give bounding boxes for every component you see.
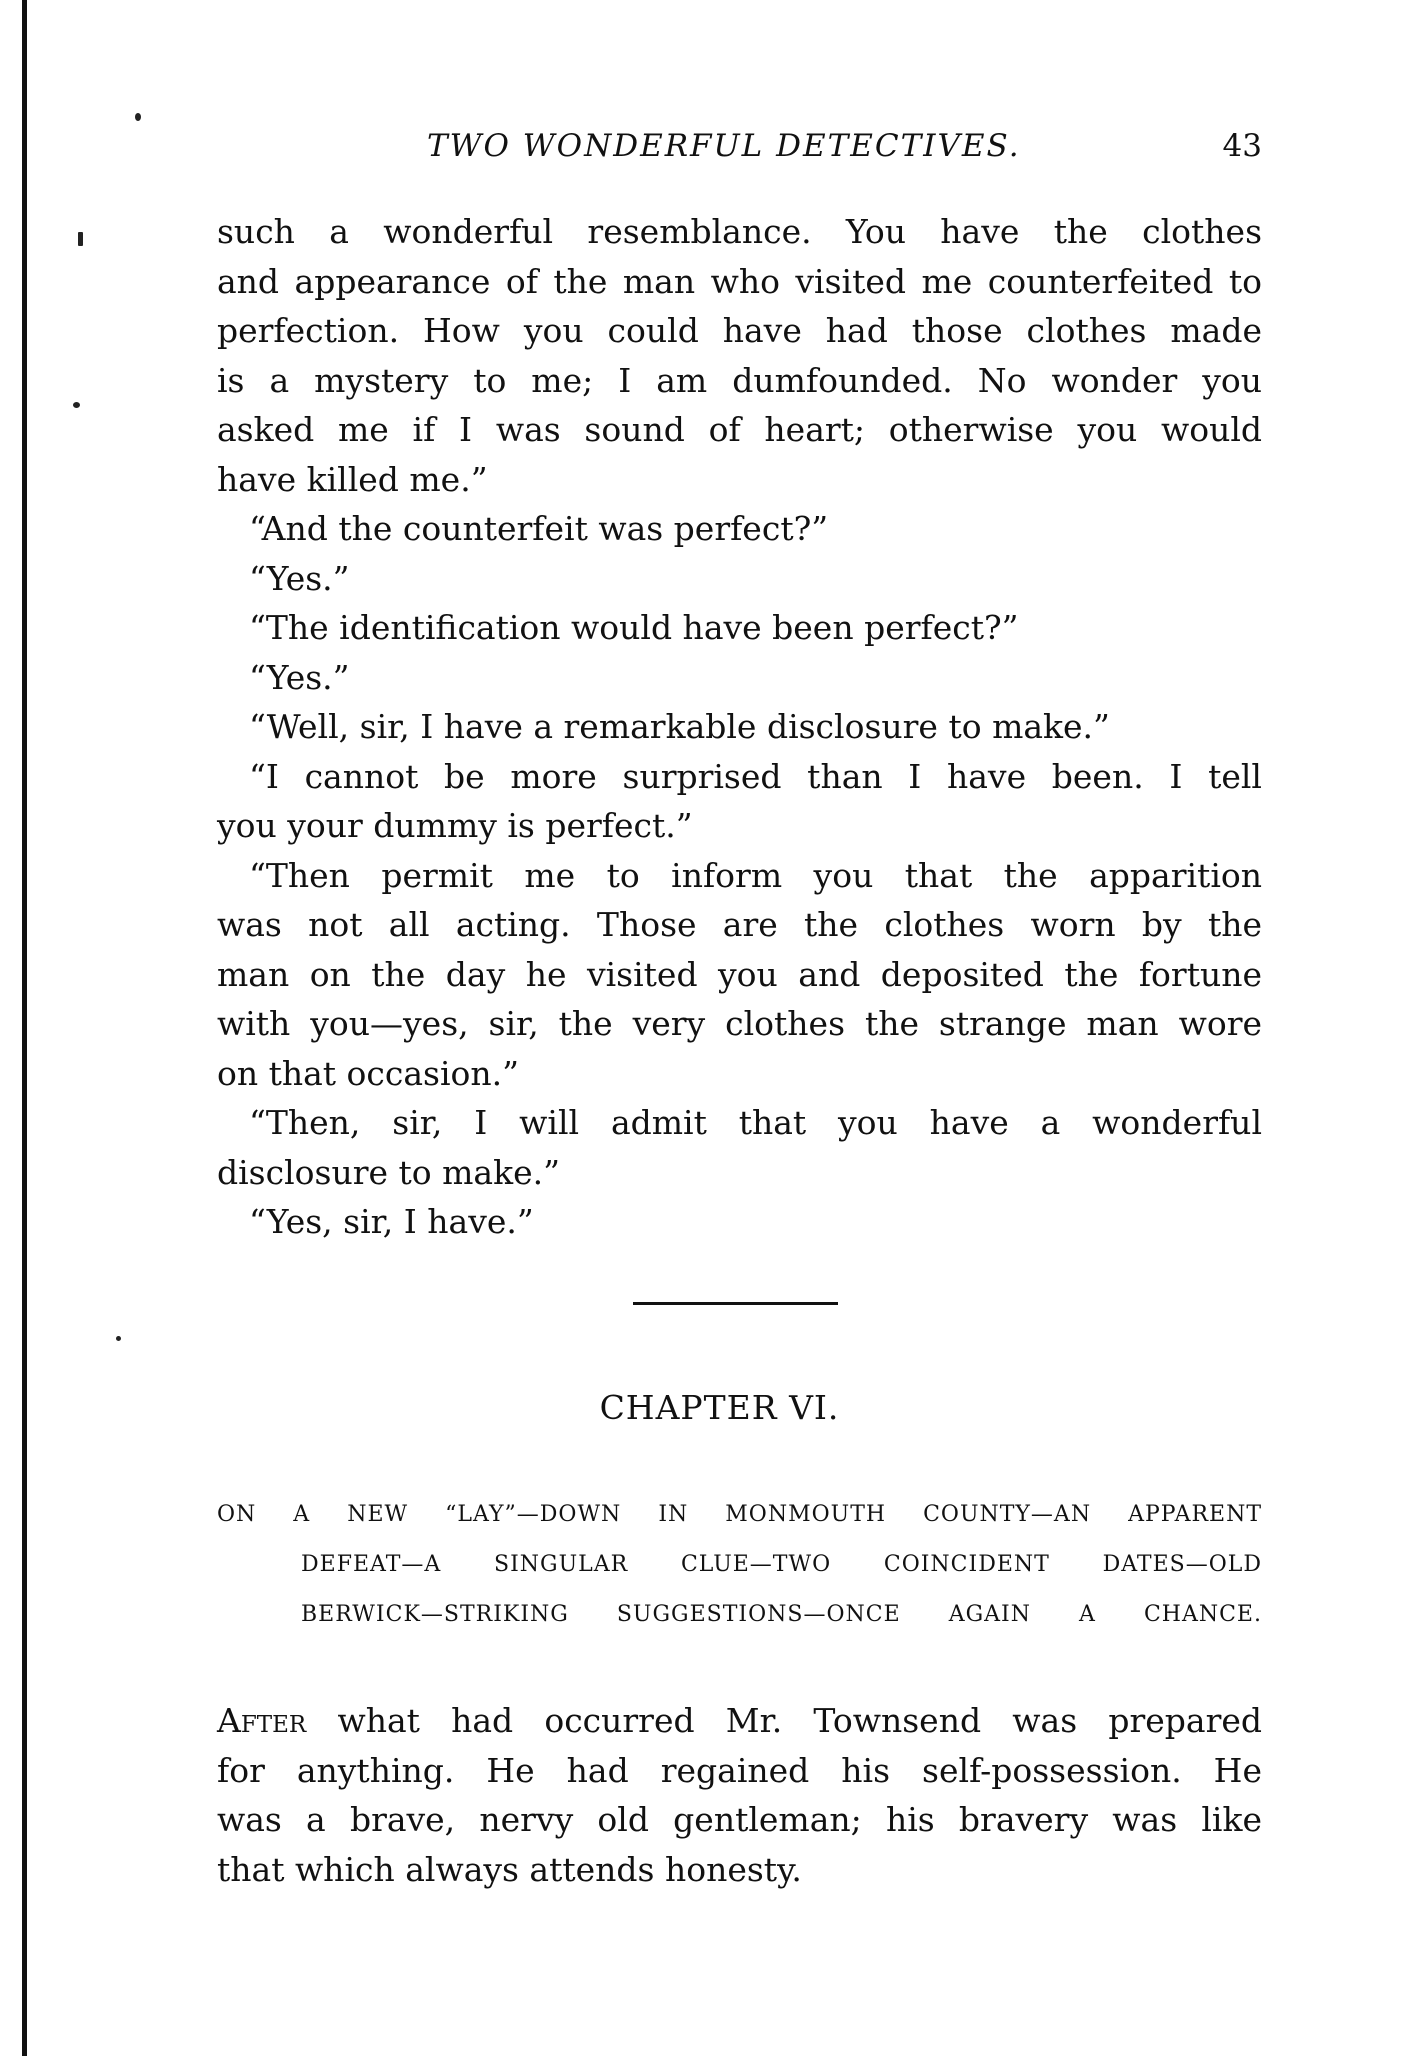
body-line: is a mystery to me; I am dumfounded. No wonder you [217, 360, 1262, 400]
body-line: asked me if I was sound of heart; otherwise you would [217, 410, 1262, 449]
running-title: TWO WONDERFUL DETECTIVES. [427, 128, 1021, 164]
body-line: and appearance of the man who visited me counterfeited to [217, 261, 1262, 301]
body-text [217, 207, 1262, 1247]
section-divider [633, 1302, 838, 1305]
speck [135, 113, 141, 121]
page-header [217, 128, 1262, 176]
body-line: “Then, sir, I will admit that you have a wonderful [249, 1103, 1262, 1142]
page-edge-border [22, 0, 27, 2056]
body-line: that which always attends honesty. [217, 1849, 802, 1889]
body-line: “I cannot be more surprised than I have been. I tell [249, 756, 1262, 796]
body-line: After what had occurred Mr. Townsend was prepared [217, 1701, 1262, 1740]
summary-line: BERWICK—STRIKING SUGGESTIONS—ONCE AGAIN A CHANCE. [301, 1602, 1262, 1627]
body-line: with you—yes, sir, the very clothes the strange man wore [217, 1004, 1262, 1043]
body-line: for anything. He had regained his self-possession. He [217, 1750, 1262, 1790]
body-line: have killed me.” [217, 459, 488, 499]
body-line: “The identification would have been perfect?” [249, 608, 1019, 647]
body-line: “And the counterfeit was perfect?” [249, 509, 829, 548]
speck [116, 1336, 121, 1341]
body-line: you your dummy is perfect.” [217, 806, 693, 845]
body-line: “Well, sir, I have a remarkable disclosure to make.” [249, 707, 1110, 746]
body-line: perfection. How you could have had those clothes made [217, 311, 1262, 350]
body-line: on that occasion.” [217, 1053, 520, 1093]
speck [73, 402, 80, 408]
body-line: was not all acting. Those are the clothes worn by the [217, 905, 1262, 944]
body-line: “Yes.” [249, 558, 350, 598]
body-line: “Then permit me to inform you that the apparition [249, 855, 1262, 895]
chapter-opening [217, 1696, 1262, 1894]
chapter-summary [217, 1490, 1262, 1640]
body-line: such a wonderful resemblance. You have the clothes [217, 212, 1262, 251]
body-line: was a brave, nervy old gentleman; his bravery was like [217, 1800, 1262, 1839]
body-line: “Yes, sir, I have.” [249, 1202, 534, 1241]
body-line: disclosure to make.” [217, 1152, 560, 1192]
drop-word: After [217, 1701, 307, 1740]
page-number: 43 [1222, 128, 1262, 164]
speck [78, 232, 83, 246]
summary-line: ON A NEW “LAY”—DOWN IN MONMOUTH COUNTY—AN APPARENT [217, 1502, 1262, 1527]
chapter-heading: CHAPTER VI. [599, 1388, 840, 1427]
body-line: man on the day he visited you and deposited the fortune [217, 954, 1262, 994]
body-line: “Yes.” [249, 657, 350, 697]
summary-line: DEFEAT—A SINGULAR CLUE—TWO COINCIDENT DATES—OLD [301, 1552, 1262, 1577]
